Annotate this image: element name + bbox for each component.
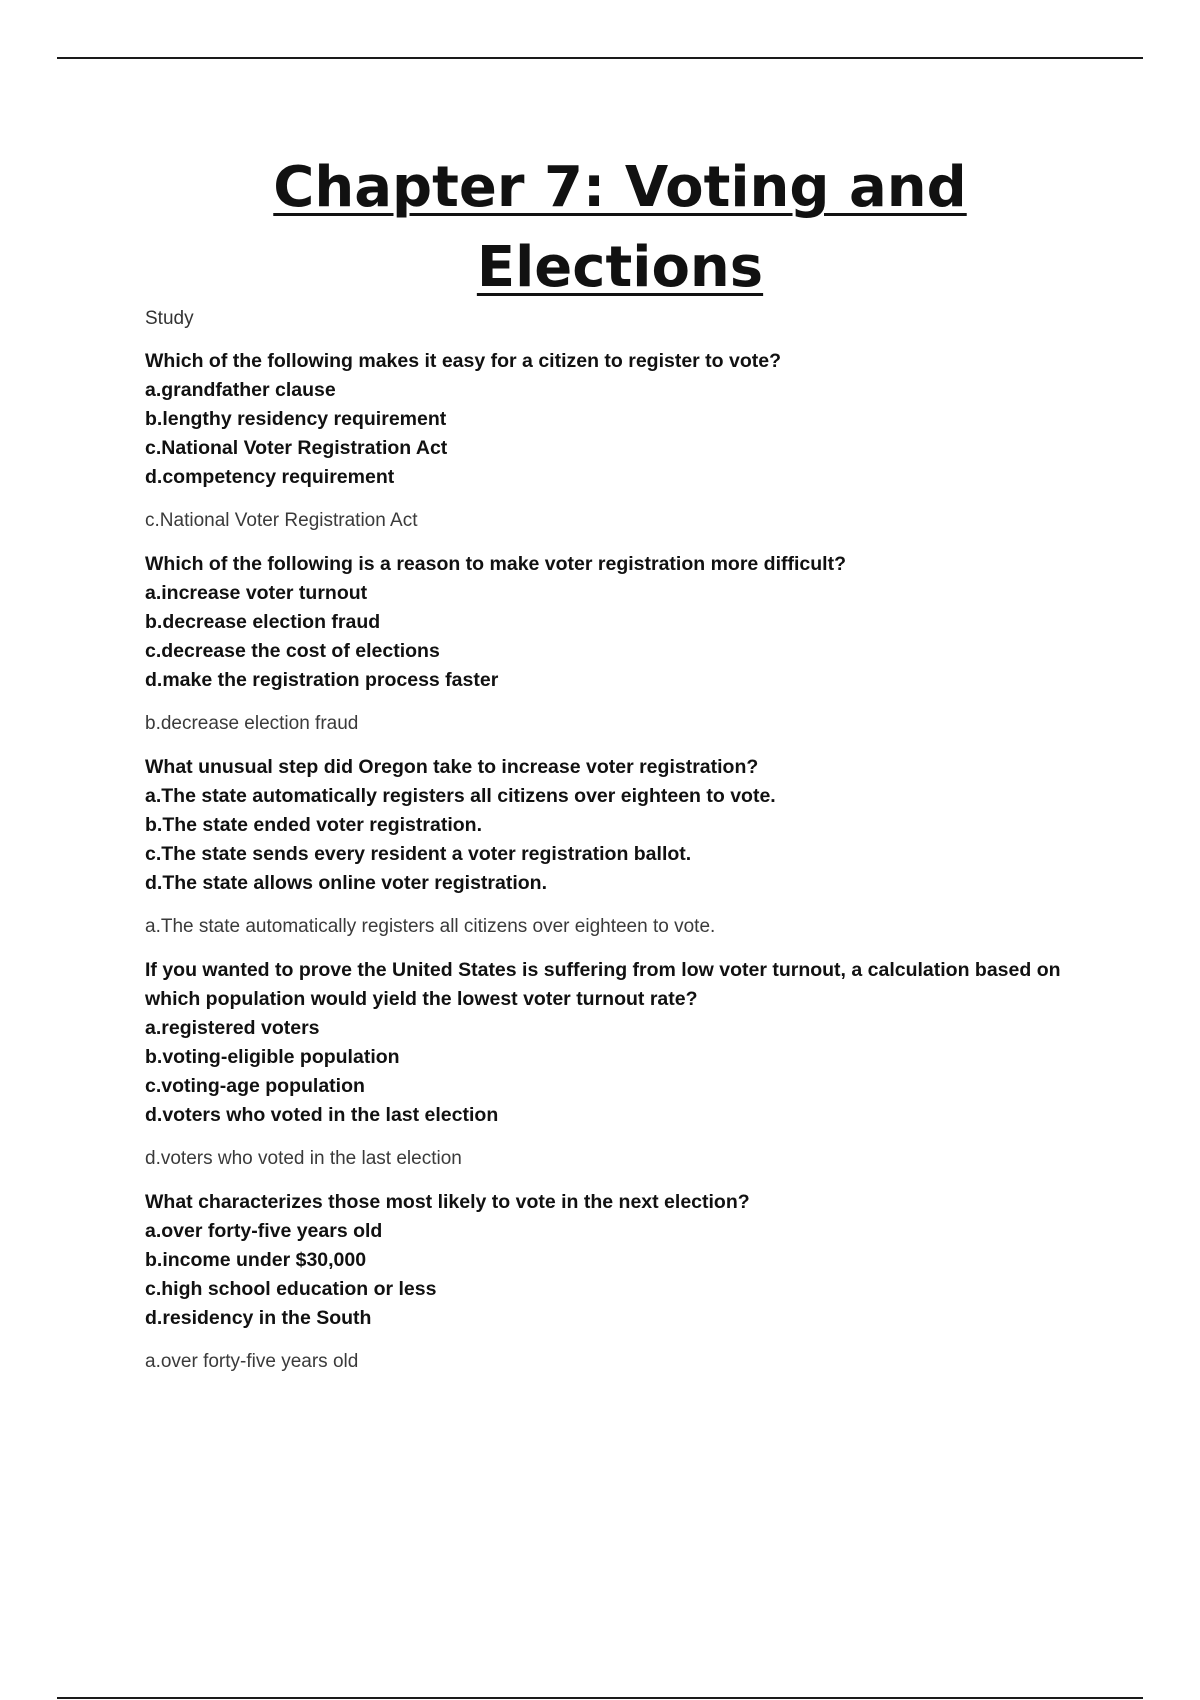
option-b: b.decrease election fraud <box>145 611 381 633</box>
option-a: a.over forty-five years old <box>145 1220 383 1242</box>
option-c: c.The state sends every resident a voter registration ballot. <box>145 843 692 865</box>
question-block <box>145 347 1095 535</box>
question-text: What unusual step did Oregon take to increase voter registration? <box>145 756 759 778</box>
study-content <box>145 305 1095 1391</box>
option-c: c.National Voter Registration Act <box>145 437 448 459</box>
option-a: a.The state automatically registers all citizens over eighteen to vote. <box>145 785 776 807</box>
option-b: b.The state ended voter registration. <box>145 814 482 836</box>
question-text: If you wanted to prove the United States is suffering from low voter turnout, a calculation based on which population would yield the lowest voter turnout rate? <box>145 959 1061 1010</box>
option-a: a.increase voter turnout <box>145 582 368 604</box>
question-block <box>145 753 1095 941</box>
question-text: Which of the following is a reason to make voter registration more difficult? <box>145 553 847 575</box>
option-b: b.income under $30,000 <box>145 1249 367 1271</box>
option-d: d.voters who voted in the last election <box>145 1104 499 1126</box>
answer-text: c.National Voter Registration Act <box>145 510 418 531</box>
title-line-2: Elections <box>476 235 764 300</box>
page-title <box>0 148 1200 308</box>
answer-text: a.The state automatically registers all citizens over eighteen to vote. <box>145 916 716 937</box>
answer-text: b.decrease election fraud <box>145 713 359 734</box>
option-b: b.voting-eligible population <box>145 1046 400 1068</box>
option-a: a.registered voters <box>145 1017 320 1039</box>
answer-text: a.over forty-five years old <box>145 1351 359 1372</box>
option-d: d.The state allows online voter registration. <box>145 872 547 894</box>
question-text: What characterizes those most likely to vote in the next election? <box>145 1191 750 1213</box>
question-block <box>145 956 1095 1173</box>
bottom-divider <box>57 1697 1143 1699</box>
option-d: d.make the registration process faster <box>145 669 499 691</box>
option-a: a.grandfather clause <box>145 379 336 401</box>
option-d: d.residency in the South <box>145 1307 372 1329</box>
option-c: c.voting-age population <box>145 1075 365 1097</box>
option-c: c.high school education or less <box>145 1278 437 1300</box>
option-b: b.lengthy residency requirement <box>145 408 447 430</box>
study-label: Study <box>145 308 194 329</box>
question-block <box>145 550 1095 738</box>
answer-text: d.voters who voted in the last election <box>145 1148 462 1169</box>
top-divider <box>57 57 1143 59</box>
title-line-1: Chapter 7: Voting and <box>273 155 967 220</box>
question-block <box>145 1188 1095 1376</box>
option-d: d.competency requirement <box>145 466 395 488</box>
option-c: c.decrease the cost of elections <box>145 640 440 662</box>
question-text: Which of the following makes it easy for a citizen to register to vote? <box>145 350 782 372</box>
